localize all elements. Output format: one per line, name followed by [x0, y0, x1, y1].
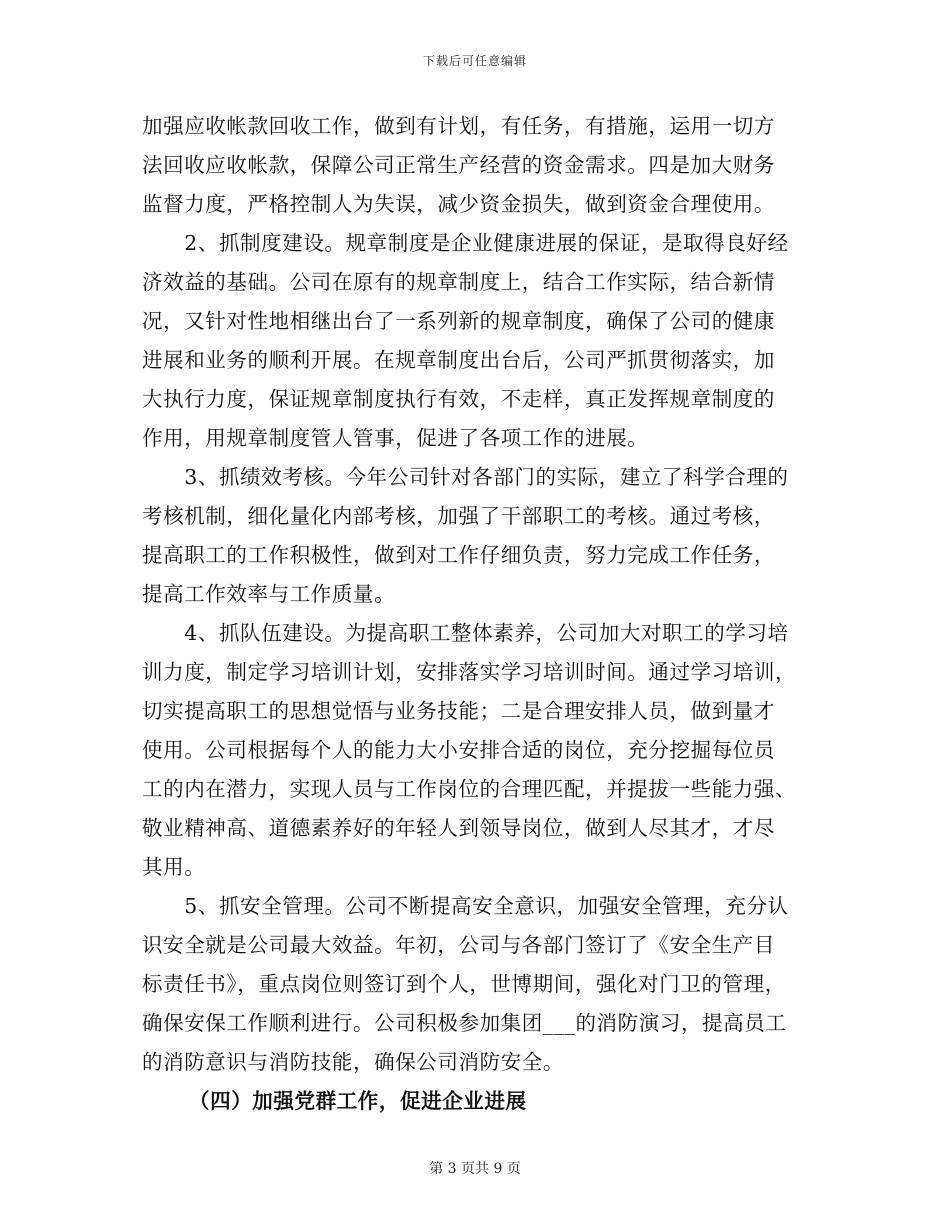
body-line: 济效益的基础。公司在原有的规章制度上，结合工作实际，结合新情: [142, 270, 775, 294]
body-line: 加强应收帐款回收工作，做到有计划，有任务，有措施，运用一切方: [142, 114, 775, 138]
body-line: 法回收应收帐款，保障公司正常生产经营的资金需求。四是加大财务: [142, 153, 775, 177]
body-line: 况，又针对性地相继出台了一系列新的规章制度，确保了公司的健康: [142, 309, 775, 333]
body-line: 切实提高职工的思想觉悟与业务技能；二是合理安排人员，做到量才: [142, 699, 775, 723]
body-line: 2、抓制度建设。规章制度是企业健康进展的保证，是取得良好经: [142, 231, 789, 255]
body-line: 敬业精神高、道德素养好的年轻人到领导岗位，做到人尽其才，才尽: [142, 816, 775, 840]
body-line: 标责任书》，重点岗位则签订到个人，世博期间，强化对门卫的管理，: [142, 972, 786, 996]
section-heading: （四）加强党群工作，促进企业进展: [189, 1089, 527, 1113]
body-line: 其用。: [142, 855, 206, 879]
body-line: 工的内在潜力，实现人员与工作岗位的合理匹配，并提拔一些能力强、: [142, 777, 797, 801]
body-line: 提高职工的工作积极性，做到对工作仔细负责，努力完成工作任务，: [142, 543, 775, 567]
body-text: [142, 107, 810, 1121]
body-line: 训力度，制定学习培训计划，安排落实学习培训时间。通过学习培训，: [142, 660, 797, 684]
body-line: 4、抓队伍建设。为提高职工整体素养，公司加大对职工的学习培: [142, 621, 789, 645]
body-line: 确保安保工作顺利进行。公司积极参加集团___的消防演习，提高员工: [142, 1011, 787, 1035]
body-line: 的消防意识与消防技能，确保公司消防安全。: [142, 1050, 564, 1074]
body-line: 作用，用规章制度管人管事，促进了各项工作的进展。: [142, 426, 649, 450]
body-line: 监督力度，严格控制人为失误，减少资金损失，做到资金合理使用。: [142, 192, 775, 216]
page-header: 下载后可任意编辑: [422, 54, 527, 68]
body-line: 提高工作效率与工作质量。: [142, 582, 396, 606]
body-line: 识安全就是公司最大效益。年初，公司与各部门签订了《安全生产目: [142, 933, 775, 957]
body-line: 3、抓绩效考核。今年公司针对各部门的实际，建立了科学合理的: [142, 465, 789, 489]
body-line: 进展和业务的顺利开展。在规章制度出台后，公司严抓贯彻落实，加: [142, 348, 775, 372]
body-line: 使用。公司根据每个人的能力大小安排合适的岗位，充分挖掘每位员: [142, 738, 775, 762]
body-line: 大执行力度，保证规章制度执行有效，不走样，真正发挥规章制度的: [142, 387, 775, 411]
page-footer: 第 3 页共 9 页: [429, 1161, 521, 1177]
body-line: 考核机制，细化量化内部考核，加强了干部职工的考核。通过考核，: [142, 504, 775, 528]
body-line: 5、抓安全管理。公司不断提高安全意识，加强安全管理，充分认: [142, 894, 789, 918]
